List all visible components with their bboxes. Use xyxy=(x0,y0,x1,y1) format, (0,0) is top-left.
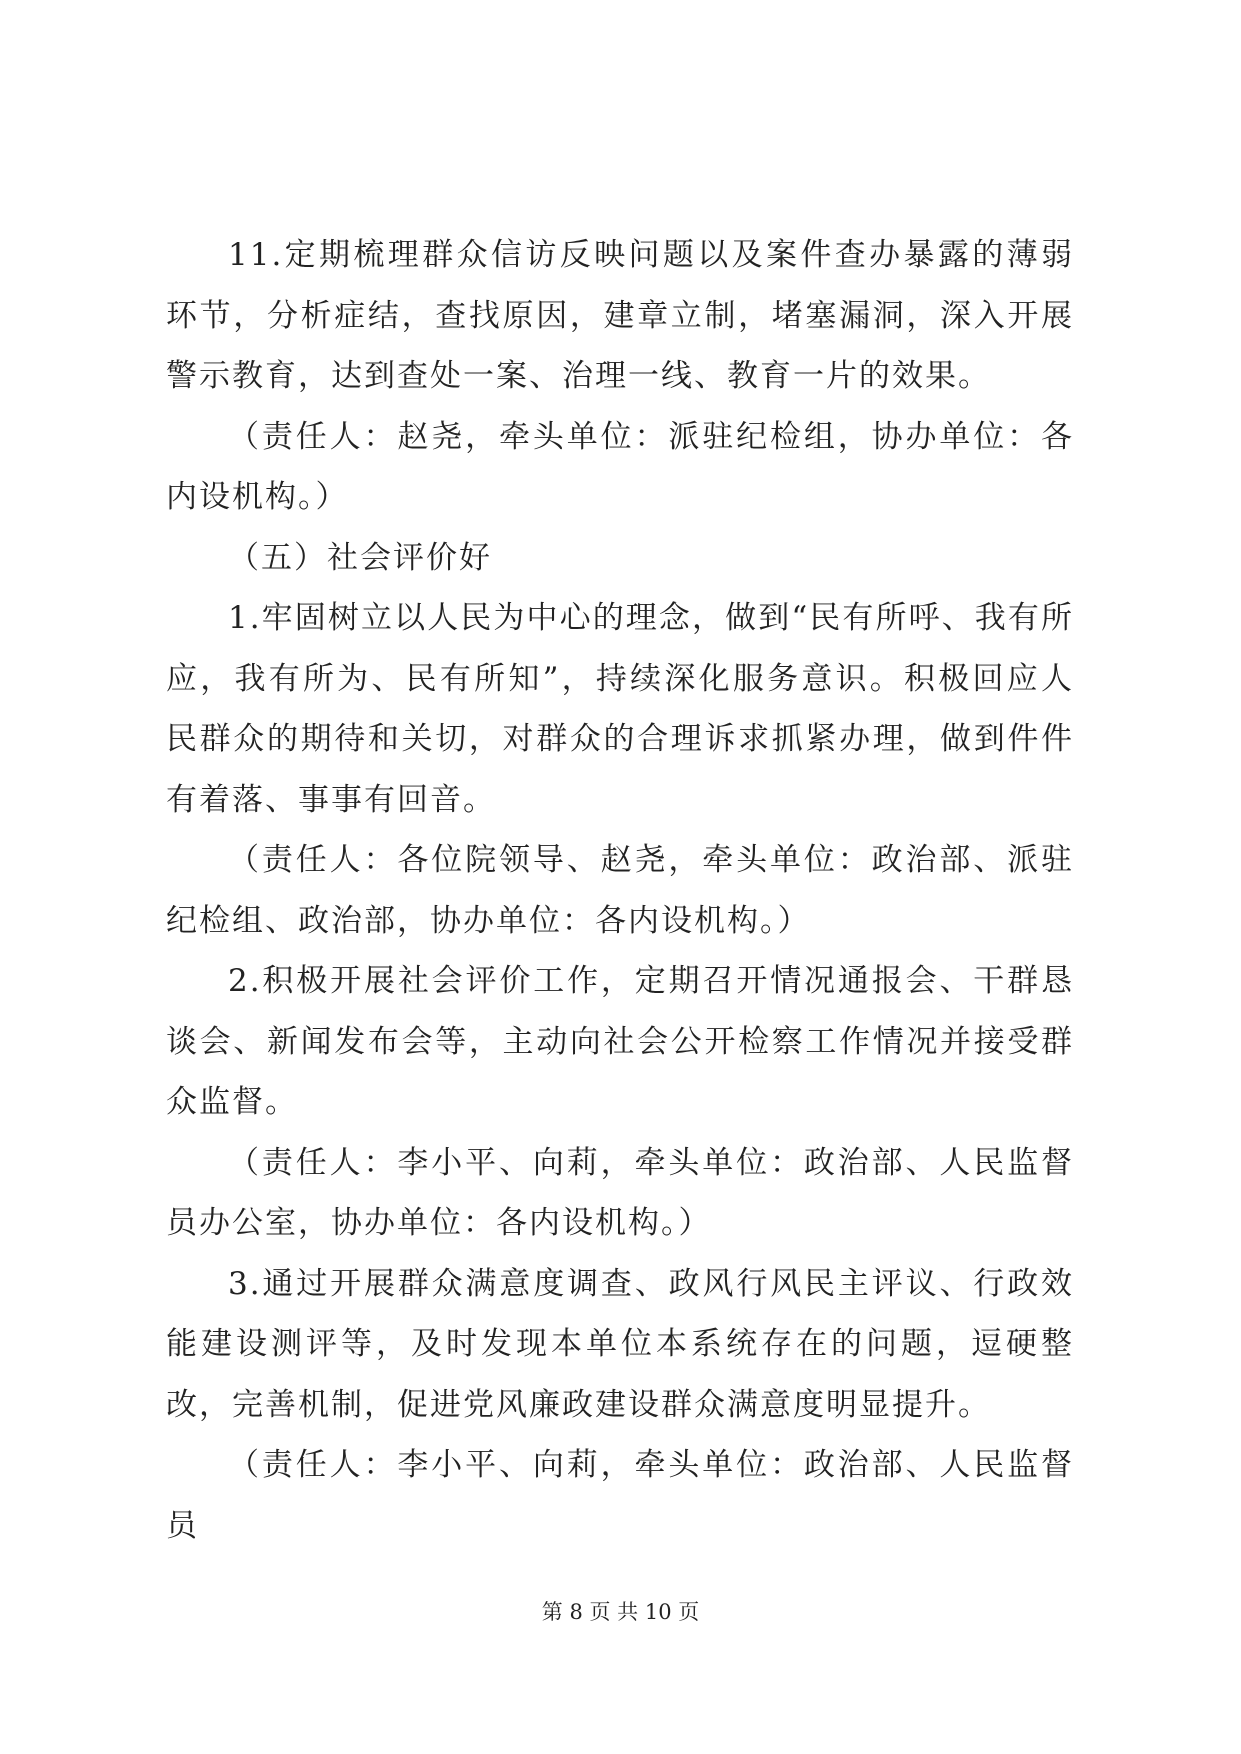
paragraph-responsible-item-11: （责任人：赵尧，牵头单位：派驻纪检组，协办单位：各内设机构。） xyxy=(166,418,1074,515)
paragraph-responsible-item-3: （责任人：李小平、向莉，牵头单位：政治部、人民监督员 xyxy=(166,1447,1074,1544)
paragraph-item-3-satisfaction-survey: 3.通过开展群众满意度调查、政风行风民主评议、行政效能建设测评等，及时发现本单位本系统存在的问题，逗硬整改，完善机制，促进党风廉政建设群众满意度明显提升。 xyxy=(166,1265,1074,1423)
paragraph-item-11-review-petitions: 11.定期梳理群众信访反映问题以及案件查办暴露的薄弱环节，分析症结，查找原因，建章立制，堵塞漏洞，深入开展警示教育，达到查处一案、治理一线、教育一片的效果。 xyxy=(166,237,1074,394)
page-number-footer: 第 8 页 共 10 页 xyxy=(541,1600,700,1624)
paragraph-item-1-people-centered: 1.牢固树立以人民为中心的理念，做到“民有所呼、我有所应，我有所为、民有所知”，持续深化服务意识。积极回应人民群众的期待和关切，对群众的合理诉求抓紧办理，做到件件有着落、事事有回音。 xyxy=(166,600,1074,818)
section-heading-social-evaluation: （五）社会评价好 xyxy=(228,539,492,576)
paragraph-responsible-item-1: （责任人：各位院领导、赵尧，牵头单位：政治部、派驻纪检组、政治部，协办单位：各内设机构。） xyxy=(166,842,1074,939)
document-body xyxy=(166,225,1074,1556)
paragraph-item-2-social-evaluation: 2.积极开展社会评价工作，定期召开情况通报会、干群恳谈会、新闻发布会等，主动向社会公开检察工作情况并接受群众监督。 xyxy=(166,963,1074,1120)
paragraph-responsible-item-2: （责任人：李小平、向莉，牵头单位：政治部、人民监督员办公室，协办单位：各内设机构。） xyxy=(166,1144,1074,1241)
